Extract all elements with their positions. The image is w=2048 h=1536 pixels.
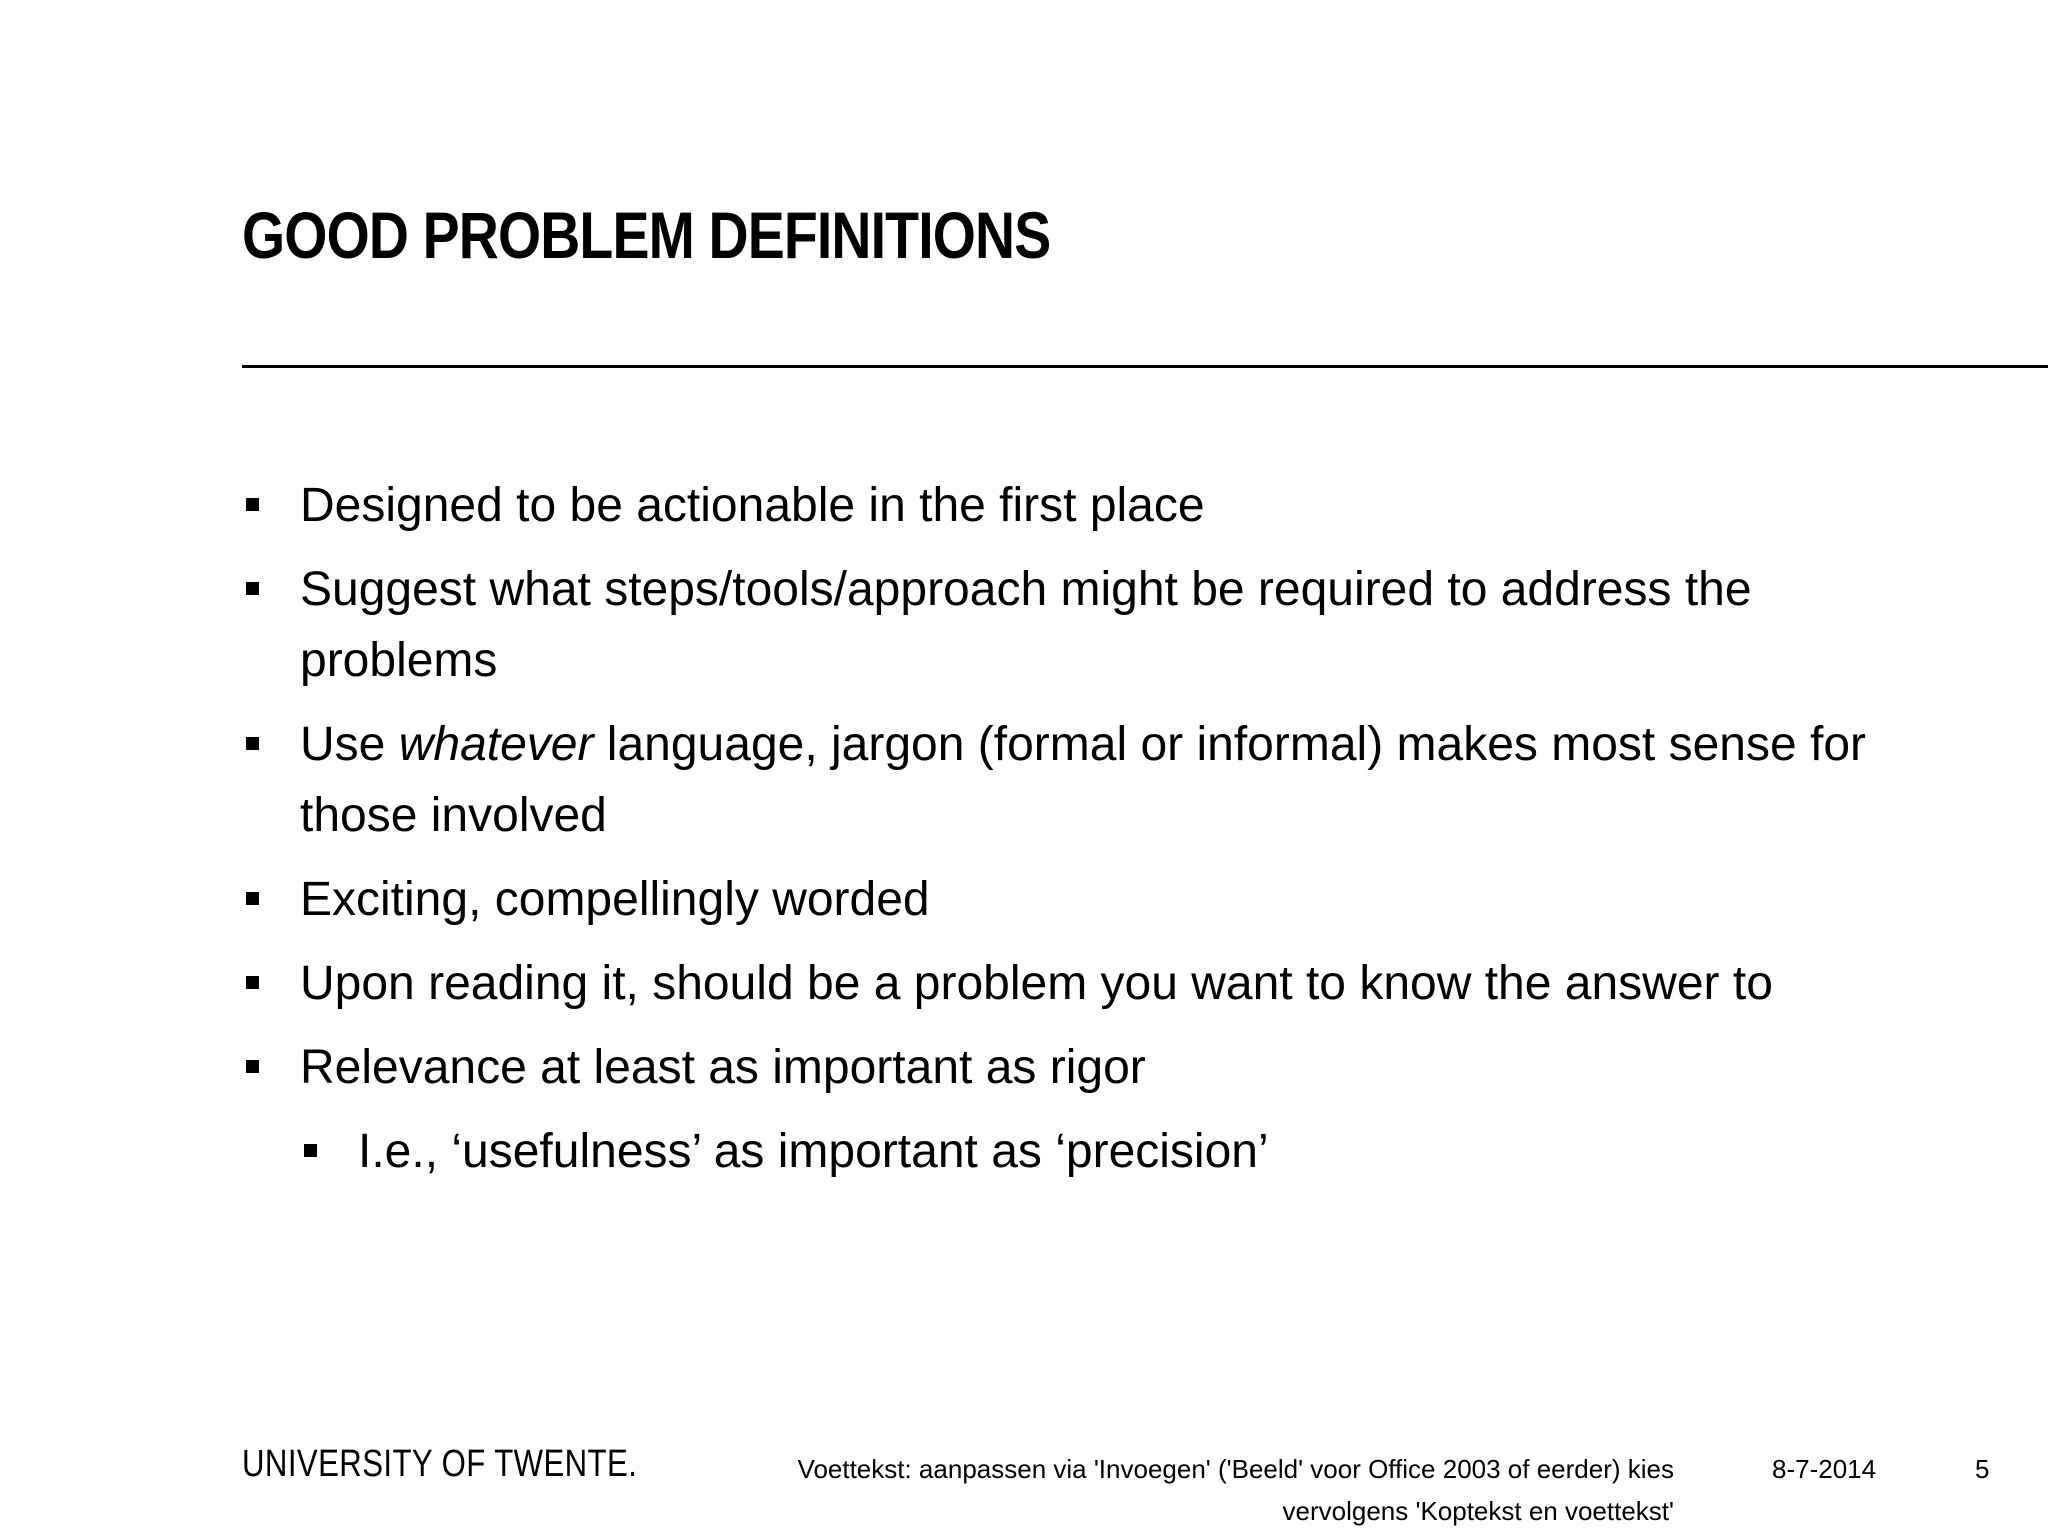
square-bullet-icon: [246, 582, 259, 595]
square-bullet-icon: [304, 1144, 317, 1157]
bullet-item: [242, 1032, 1942, 1103]
slide-title: GOOD PROBLEM DEFINITIONS: [242, 198, 1051, 272]
square-bullet-icon: [246, 892, 259, 905]
bullet-text: Exciting, compellingly worded: [300, 873, 930, 926]
bullet-list: [242, 470, 1942, 1200]
bullet-item: [242, 864, 1942, 935]
bullet-text: Designed to be actionable in the first place: [300, 479, 1205, 532]
sub-bullet-text: I.e., ‘usefulness’ as important as ‘precision’: [358, 1125, 1269, 1178]
page-number: 5: [1975, 1454, 1990, 1484]
title-divider: [242, 365, 2048, 368]
bullet-emphasis: whatever: [398, 718, 594, 771]
university-logo: UNIVERSITY OF TWENTE.: [242, 1443, 638, 1485]
sub-bullet-item: [300, 1116, 1942, 1187]
bullet-item: [242, 554, 1942, 696]
bullet-text-end: language, jargon (formal or informal) makes most sense for those involved: [300, 718, 1867, 842]
bullet-text: Relevance at least as important as rigor: [300, 1041, 1146, 1094]
bullet-item: [242, 470, 1942, 541]
footer-date: 8-7-2014: [1772, 1454, 1877, 1484]
square-bullet-icon: [246, 1060, 259, 1073]
bullet-item: [242, 709, 1942, 851]
footer-text: Voettekst: aanpassen via 'Invoegen' ('Beeld' voor Office 2003 of eerder) kies vervolgens 'Koptekst en voettekst': [797, 1454, 1674, 1526]
bullet-text: Suggest what steps/tools/approach might be required to address the problems: [300, 563, 1752, 687]
square-bullet-icon: [246, 498, 259, 511]
square-bullet-icon: [246, 737, 259, 750]
bullet-text-start: Use: [300, 718, 399, 771]
bullet-text: Upon reading it, should be a problem you want to know the answer to: [300, 957, 1773, 1010]
bullet-item: [242, 948, 1942, 1019]
square-bullet-icon: [246, 976, 259, 989]
